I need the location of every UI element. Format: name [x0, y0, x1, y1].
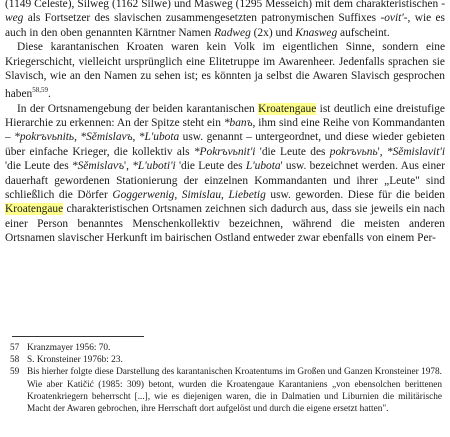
- text-run: 'die Leute des: [175, 160, 246, 173]
- text-run: aufscheint.: [337, 26, 390, 39]
- footnote-number: 59: [10, 367, 20, 378]
- italic-term: Radweg: [214, 26, 251, 39]
- paragraph-continuation: [5, 0, 445, 40]
- text-run: ',: [124, 160, 133, 173]
- italic-term: *banъ: [223, 117, 253, 130]
- text-run: usw. geworden. Diese für die beiden: [265, 189, 445, 202]
- italic-term: -ovit'-: [380, 12, 408, 25]
- italic-term: Knasweg: [295, 26, 338, 39]
- text-run: usw. genannt – untergeordnet, und diese wieder gebieten über einfache Krieger, die kollektiv als: [5, 131, 445, 158]
- footnote-text: Kranzmayer 1956: 70.: [27, 343, 111, 353]
- italic-term: L'ubota: [245, 160, 281, 173]
- footnote-text: S. Kronsteiner 1976b: 23.: [27, 355, 123, 366]
- footnote-number: 57: [10, 343, 20, 353]
- footnote-number: 58: [10, 355, 20, 366]
- text-run: ,: [74, 131, 81, 144]
- footnote-57: [10, 342, 442, 354]
- italic-term: *L'uboti'i: [132, 160, 176, 173]
- text-run: als Fortsetzer des slavischen zusammengesetzten patronymischen Suffixes: [23, 12, 381, 25]
- text-run: charakteristischen Ortsnamen zeichnen sich dadurch aus, dass sie jeweils ein nach einer Person benanntes Menschenkollektiv bezeichnen, während die meisten anderen Ortsnamen slavischer Herkunft im bairischen Ostland entweder zwar ebenfalls von einem Per-: [5, 203, 445, 245]
- italic-term: *Sěmislavъ: [71, 160, 125, 173]
- highlighted-search-term: Kroatengaue: [258, 102, 317, 115]
- italic-term: *Pokrъvьnit'i: [193, 145, 256, 158]
- footnote-reference: 58,59: [32, 86, 48, 95]
- text-run: ',: [377, 145, 387, 158]
- footnote-58: [10, 354, 442, 366]
- footnote-text: Bis hierher folgte diese Darstellung des karantanischen Kroatentums im Großen und Ganzen Kronsteiner 1978. Wie aber Katičić (1985: 309) betont, wurden die Kroatengaue Karantaniens „von ebensolchen berittenen Kroatenkriegern beherrscht [...], wie es diejenigen waren, die in Dalmatien und Liburnien die militärische Macht der Awaren gebrochen, ihre Herrschaft dort aufgelöst und durch die eigene ersetzt hatten".: [27, 367, 442, 415]
- footnotes: [10, 342, 442, 415]
- text-run: (1149 Celeste), Silweg (1162 Silwe) und Masweg (1295 Messeich) mit dem charakteristischen: [5, 0, 442, 10]
- italic-term: *L'ubota: [138, 131, 180, 144]
- italic-term: Goggerwenig, Simislau, Liebetig: [112, 189, 266, 202]
- text-run: Diese karantanischen Kroaten waren kein Volk im eigentlichen Sinne, sondern eine Kriegerschicht, vielleicht ursprünglich eine Elitetruppe im Awarenheer. Jedenfalls sprachen sie Slavisch, wie an den Namen zu sehen ist; es könnten ja selbst die Awaren Slavisch gesprochen haben: [5, 41, 445, 101]
- text-run: 'die Leute des: [255, 145, 330, 158]
- italic-term: -weg: [5, 0, 445, 25]
- text-run: In der Ortsnamengebung der beiden karantanischen: [17, 102, 259, 115]
- text-run: 'die Leute des: [5, 160, 72, 173]
- footnote-separator: [12, 336, 144, 337]
- italic-term: *pokrъvьnitь: [14, 131, 75, 144]
- text-run: ist deutlich eine dreistufige Hierarchie zu erkennen: An der Spitze steht ein: [5, 102, 445, 130]
- main-text: [5, 0, 445, 246]
- italic-term: *Sěmislavit'i: [386, 145, 445, 158]
- italic-term: *Sěmislavъ: [80, 131, 133, 144]
- paragraph-place-names: [5, 102, 445, 246]
- paragraph-karantanian-croats: [5, 40, 445, 101]
- text-run: , ihm sind eine Reihe von Kommandanten –: [5, 117, 445, 144]
- highlighted-search-term: Kroatengaue: [5, 203, 64, 216]
- text-run: .: [47, 88, 51, 101]
- text-run: ' usw. bezeichnet werden. Aus einer dauerhaft gewordenen Stationierung der einzelnen Kommandanten und ihrer „Leute" sind schließlich die Dörfer: [5, 160, 446, 202]
- text-run: ,: [132, 131, 139, 144]
- text-run: (2x) und: [250, 26, 296, 39]
- footnote-59: [10, 366, 442, 415]
- italic-term: pokrъvьnь: [329, 145, 378, 158]
- text-run: , wie es auch in den oben genannten Kärntner Namen: [5, 12, 445, 39]
